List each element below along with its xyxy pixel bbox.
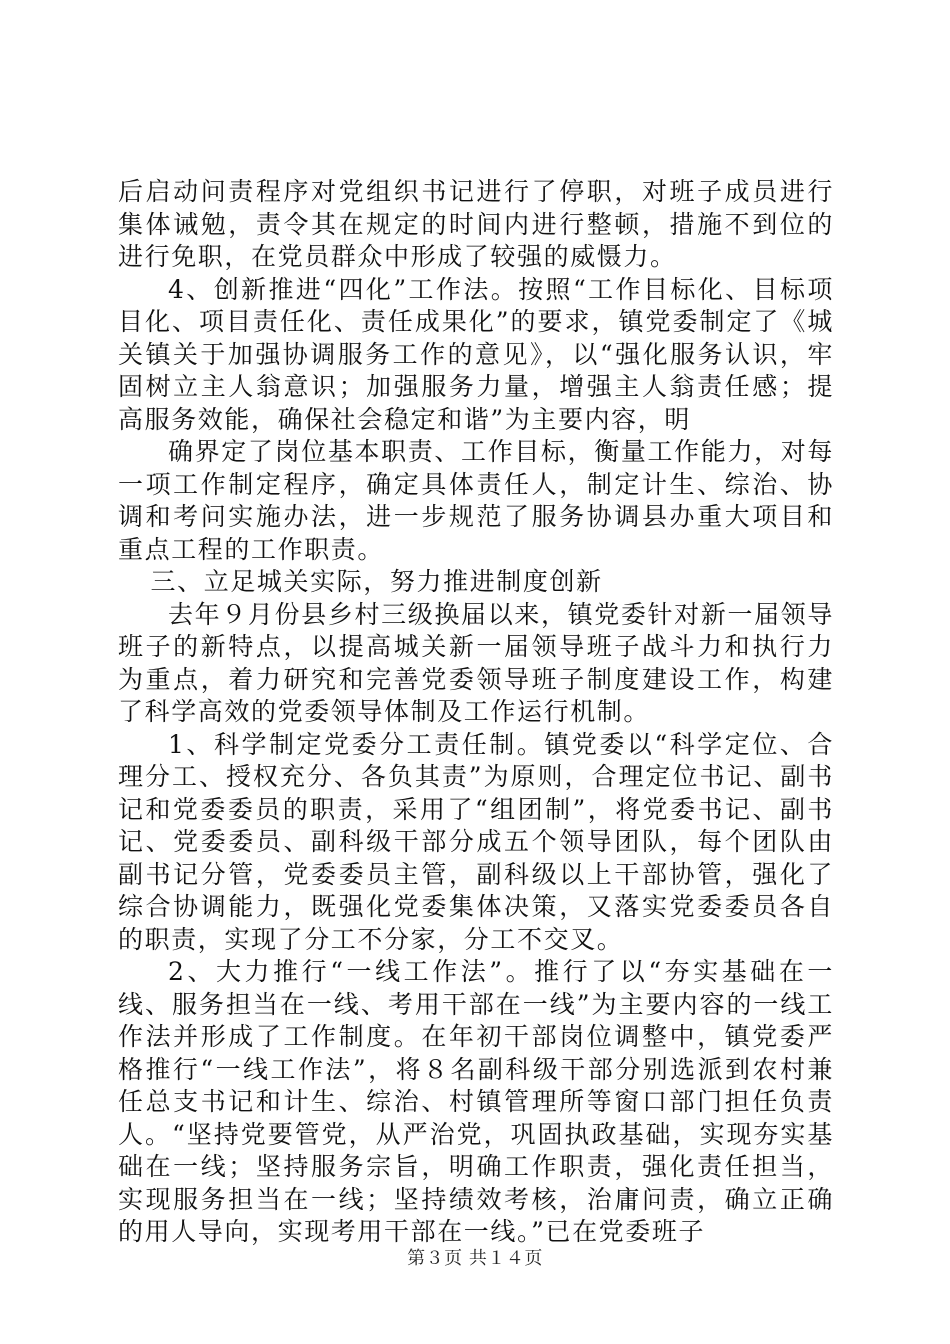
paragraph-section-intro: 去年９月份县乡村三级换届以来，镇党委针对新一届领导班子的新特点，以提高城关新一届领导班子战斗力和执行力为重点，着力研究和完善党委领导班子制度建设工作，构建了科学高效的党委领导体制及工作运行机制。 [118,599,834,726]
page-number-footer: 第３页 共１４页 [407,1248,543,1269]
section-heading: 三、立足城关实际，努力推进制度创新 [150,567,603,596]
paragraph-continuation: 后启动问责程序对党组织书记进行了停职，对班子成员进行集体诫勉，责令其在规定的时间内进行整顿，措施不到位的进行免职，在党员群众中形成了较强的威慑力。 [118,177,834,271]
paragraph-item-4: 4、创新推进“四化”工作法。按照“工作目标化、目标项目化、项目责任化、责任成果化”的要求，镇党委制定了《城关镇关于加强协调服务工作的意见》，以“强化服务认识，牢固树立主人翁意识；加强服务力量，增强主人翁责任感；提高服务效能，确保社会稳定和谐”为主要内容，明 [118,274,834,434]
paragraph-item-1: 1、科学制定党委分工责任制。镇党委以“科学定位、合理分工、授权充分、各负其责”为原则，合理定位书记、副书记和党委委员的职责，采用了“组团制”，将党委书记、副书记、党委委员、副科级干部分成五个领导团队，每个团队由副书记分管，党委委员主管，副科级以上干部协管，强化了综合协调能力，既强化党委集体决策，又落实党委委员各自的职责，实现了分工不分家，分工不交叉。 [118,729,834,954]
paragraph-item-2: 2、大力推行“一线工作法”。推行了以“夯实基础在一线、服务担当在一线、考用干部在一线”为主要内容的一线工作法并形成了工作制度。在年初干部岗位调整中，镇党委严格推行“一线工作法”，将８名副科级干部分别选派到农村兼任总支书记和计生、综治、村镇管理所等窗口部门担任负责人。“坚持党要管党，从严治党，巩固执政基础，实现夯实基础在一线；坚持服务宗旨，明确工作职责，强化责任担当，实现服务担当在一线；坚持绩效考核，治庸问责，确立正确的用人导向，实现考用干部在一线。”已在党委班子 [118,957,834,1246]
document-body [118,176,834,1249]
paragraph-continued: 确界定了岗位基本职责、工作目标，衡量工作能力，对每一项工作制定程序，确定具体责任人，制定计生、综治、协调和考问实施办法，进一步规范了服务协调县办重大项目和重点工程的工作职责。 [118,437,834,564]
